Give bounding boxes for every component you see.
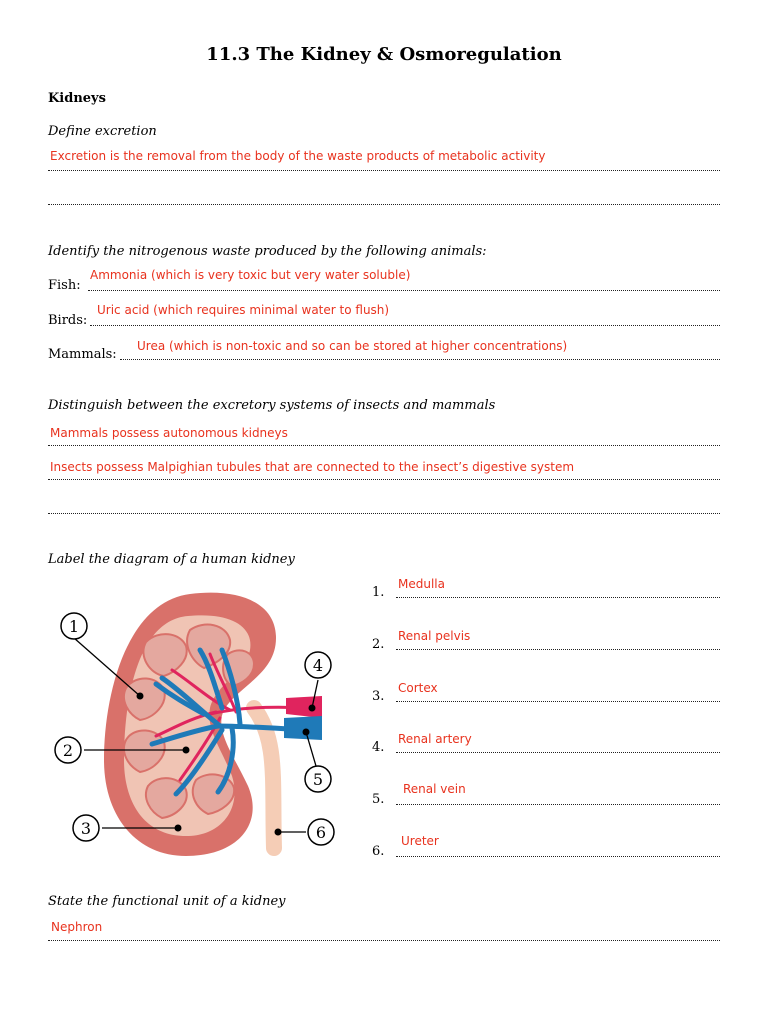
question-nitrogenous-waste: Identify the nitrogenous waste produced by the following animals: [48,244,487,259]
label-num-5: 5. [372,792,385,807]
answer-insects-tubules: Insects possess Malpighian tubules that are connected to the insect’s digestive system [50,460,575,474]
answer-line[interactable] [48,445,720,446]
mammals-label: Mammals: [48,347,117,362]
answer-nephron: Nephron [51,920,103,934]
question-label-kidney: Label the diagram of a human kidney [48,552,295,567]
label-answer-renal-artery: Renal artery [398,732,472,746]
kidney-diagram [40,580,360,860]
label-line-2[interactable] [396,649,720,650]
callout-5: 5 [312,770,324,789]
question-define-excretion: Define excretion [48,124,157,139]
answer-line-mammals[interactable] [120,359,720,360]
fish-label: Fish: [48,278,81,293]
label-num-4: 4. [372,740,385,755]
callout-6: 6 [315,823,327,842]
answer-line[interactable] [48,479,720,480]
answer-mammals: Urea (which is non-toxic and so can be stored at higher concentrations) [137,339,568,353]
question-distinguish: Distinguish between the excretory systems of insects and mammals [48,398,496,413]
page-title: 11.3 The Kidney & Osmoregulation [206,44,562,65]
label-line-4[interactable] [396,752,720,753]
label-answer-medulla: Medulla [398,577,445,591]
question-functional-unit: State the functional unit of a kidney [48,894,286,909]
callout-3: 3 [80,819,92,838]
label-num-6: 6. [372,844,385,859]
callout-1: 1 [68,617,80,636]
label-line-6[interactable] [396,856,720,857]
answer-line[interactable] [48,940,720,941]
answer-line-fish[interactable] [88,290,720,291]
label-num-3: 3. [372,689,385,704]
label-line-5[interactable] [396,804,720,805]
answer-mammals-kidneys: Mammals possess autonomous kidneys [50,426,288,440]
label-line-1[interactable] [396,597,720,598]
label-line-3[interactable] [396,701,720,702]
label-answer-renal-pelvis: Renal pelvis [398,629,471,643]
section-heading: Kidneys [48,91,106,106]
answer-birds: Uric acid (which requires minimal water to flush) [97,303,390,317]
answer-fish: Ammonia (which is very toxic but very water soluble) [90,268,411,282]
answer-line[interactable] [48,513,720,514]
callout-2: 2 [62,741,74,760]
callout-4: 4 [312,656,324,675]
label-answer-ureter: Ureter [401,834,439,848]
label-num-2: 2. [372,637,385,652]
answer-excretion: Excretion is the removal from the body of the waste products of metabolic activity [50,149,546,163]
renal-artery-shape [286,696,322,718]
answer-line[interactable] [48,170,720,171]
answer-line-birds[interactable] [90,325,720,326]
birds-label: Birds: [48,313,88,328]
renal-vein-shape [284,716,322,740]
answer-line[interactable] [48,204,720,205]
label-answer-cortex: Cortex [398,681,438,695]
label-num-1: 1. [372,585,385,600]
label-answer-renal-vein: Renal vein [403,782,466,796]
